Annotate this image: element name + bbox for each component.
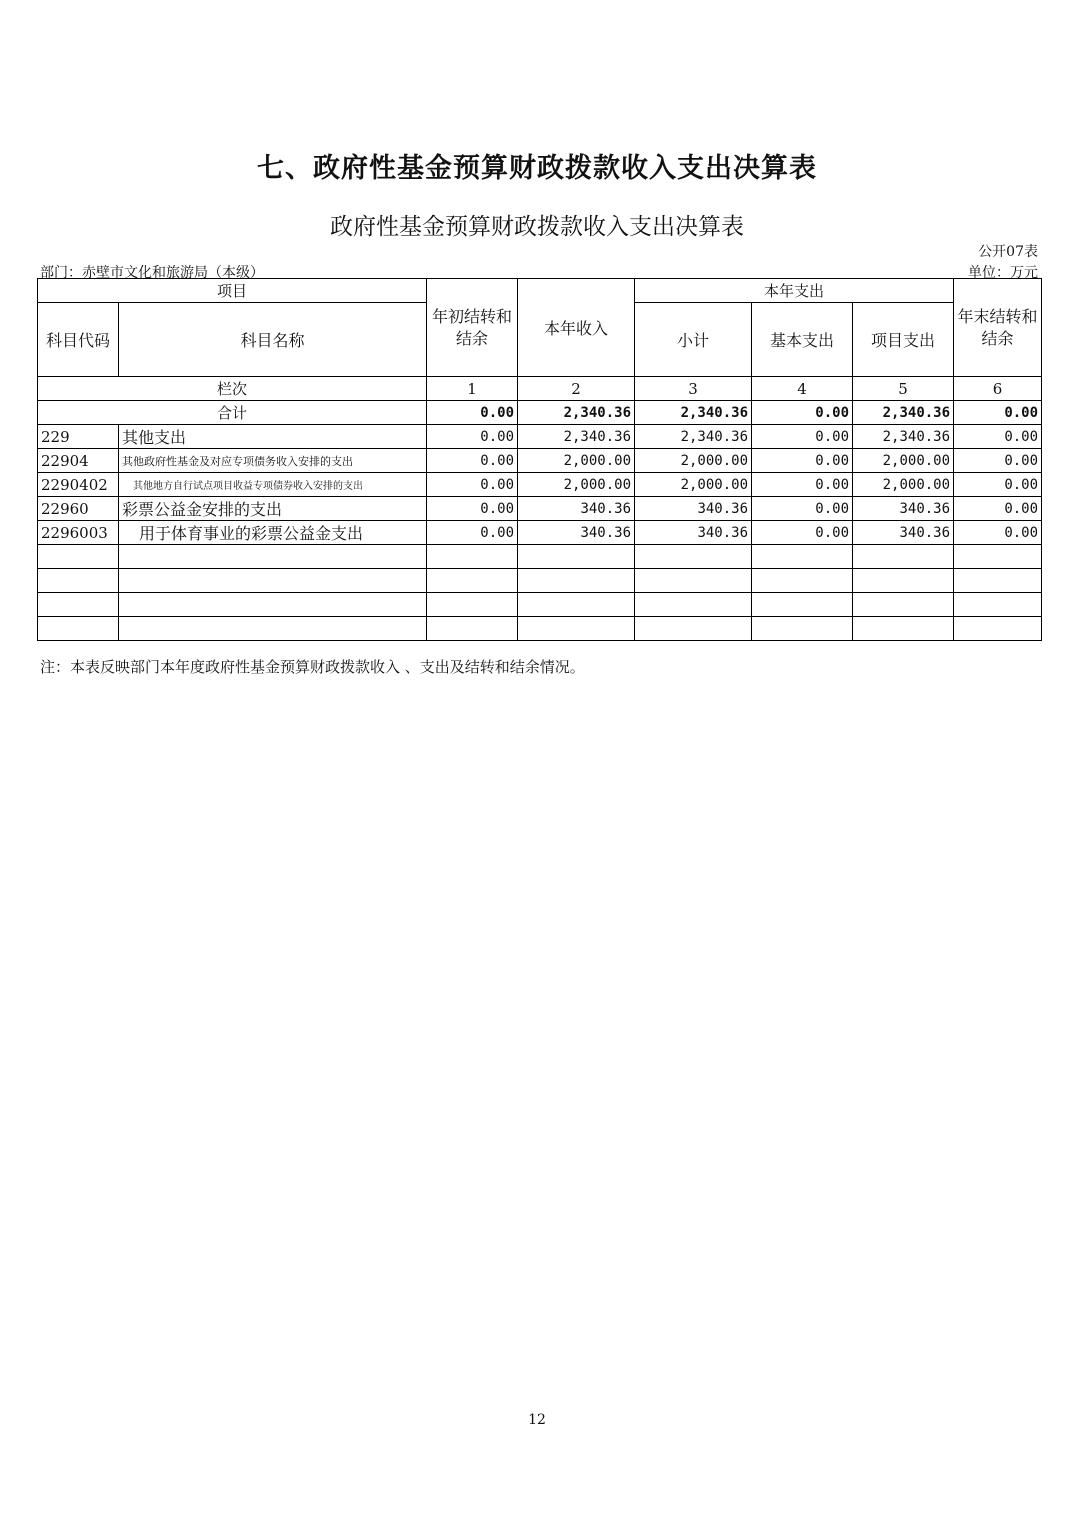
row-value: 340.36 xyxy=(518,497,635,521)
col-index-4: 4 xyxy=(752,377,853,401)
row-value: 2,340.36 xyxy=(853,425,954,449)
header-basic: 基本支出 xyxy=(752,303,853,377)
total-label: 合计 xyxy=(38,401,427,425)
total-value: 0.00 xyxy=(427,401,518,425)
total-value: 2,340.36 xyxy=(853,401,954,425)
row-value: 0.00 xyxy=(954,449,1042,473)
row-value: 0.00 xyxy=(954,521,1042,545)
page-heading: 七、政府性基金预算财政拨款收入支出决算表 xyxy=(257,153,817,184)
row-value: 0.00 xyxy=(427,449,518,473)
row-value: 0.00 xyxy=(954,425,1042,449)
total-value: 0.00 xyxy=(752,401,853,425)
row-value: 2,000.00 xyxy=(518,449,635,473)
header-row-1 xyxy=(38,279,1042,303)
row-value: 2,000.00 xyxy=(635,473,752,497)
row-code: 22904 xyxy=(38,449,119,473)
row-value: 2,000.00 xyxy=(853,449,954,473)
col-index-1: 1 xyxy=(427,377,518,401)
empty-row xyxy=(38,569,1042,593)
table-note: 注：本表反映部门本年度政府性基金预算财政拨款收入 、支出及结转和结余情况。 xyxy=(40,658,585,676)
row-value: 340.36 xyxy=(853,497,954,521)
total-value: 0.00 xyxy=(954,401,1042,425)
row-value: 340.36 xyxy=(518,521,635,545)
row-value: 2,340.36 xyxy=(518,425,635,449)
row-code: 22960 xyxy=(38,497,119,521)
row-value: 0.00 xyxy=(954,497,1042,521)
row-code: 229 xyxy=(38,425,119,449)
row-name: 其他政府性基金及对应专项债务收入安排的支出 xyxy=(119,449,427,473)
row-value: 0.00 xyxy=(427,521,518,545)
row-value: 340.36 xyxy=(635,521,752,545)
total-row xyxy=(38,401,1042,425)
empty-row xyxy=(38,617,1042,641)
row-value: 0.00 xyxy=(752,521,853,545)
row-value: 2,000.00 xyxy=(518,473,635,497)
header-carry-end: 年末结转和结余 xyxy=(954,279,1042,377)
empty-row xyxy=(38,593,1042,617)
row-name: 其他支出 xyxy=(119,425,427,449)
row-value: 0.00 xyxy=(752,473,853,497)
unit-label: 单位：万元 xyxy=(968,265,1038,281)
header-project: 项目支出 xyxy=(853,303,954,377)
row-value: 0.00 xyxy=(427,425,518,449)
table-code: 公开07表 xyxy=(978,244,1038,260)
header-code: 科目代码 xyxy=(38,303,119,377)
row-name: 其他地方自行试点项目收益专项债券收入安排的支出 xyxy=(119,473,427,497)
col-index-3: 3 xyxy=(635,377,752,401)
table-title: 政府性基金预算财政拨款收入支出决算表 xyxy=(330,214,744,240)
col-index-5: 5 xyxy=(853,377,954,401)
table-row xyxy=(38,521,1042,545)
header-carry-begin: 年初结转和结余 xyxy=(427,279,518,377)
column-index-row xyxy=(38,377,1042,401)
row-value: 0.00 xyxy=(752,425,853,449)
row-value: 0.00 xyxy=(427,497,518,521)
total-value: 2,340.36 xyxy=(635,401,752,425)
row-name: 用于体育事业的彩票公益金支出 xyxy=(119,521,427,545)
table-row xyxy=(38,497,1042,521)
header-expense-group: 本年支出 xyxy=(635,279,954,303)
row-value: 2,000.00 xyxy=(635,449,752,473)
header-income: 本年收入 xyxy=(518,279,635,377)
page-number: 12 xyxy=(528,1412,546,1428)
header-item: 项目 xyxy=(38,279,427,303)
col-index-2: 2 xyxy=(518,377,635,401)
table-row xyxy=(38,473,1042,497)
header-name: 科目名称 xyxy=(119,303,427,377)
row-code: 2290402 xyxy=(38,473,119,497)
row-name: 彩票公益金安排的支出 xyxy=(119,497,427,521)
row-value: 0.00 xyxy=(954,473,1042,497)
header-subtotal: 小计 xyxy=(635,303,752,377)
row-value: 0.00 xyxy=(752,497,853,521)
col-index-6: 6 xyxy=(954,377,1042,401)
row-code: 2296003 xyxy=(38,521,119,545)
row-value: 0.00 xyxy=(427,473,518,497)
row-value: 2,000.00 xyxy=(853,473,954,497)
row-value: 0.00 xyxy=(752,449,853,473)
total-value: 2,340.36 xyxy=(518,401,635,425)
department-label: 部门：赤壁市文化和旅游局（本级） xyxy=(40,265,264,281)
table-row xyxy=(38,425,1042,449)
budget-table xyxy=(37,278,1042,641)
table-row xyxy=(38,449,1042,473)
row-value: 340.36 xyxy=(853,521,954,545)
row-value: 2,340.36 xyxy=(635,425,752,449)
row-value: 340.36 xyxy=(635,497,752,521)
empty-row xyxy=(38,545,1042,569)
col-index-label: 栏次 xyxy=(38,377,427,401)
